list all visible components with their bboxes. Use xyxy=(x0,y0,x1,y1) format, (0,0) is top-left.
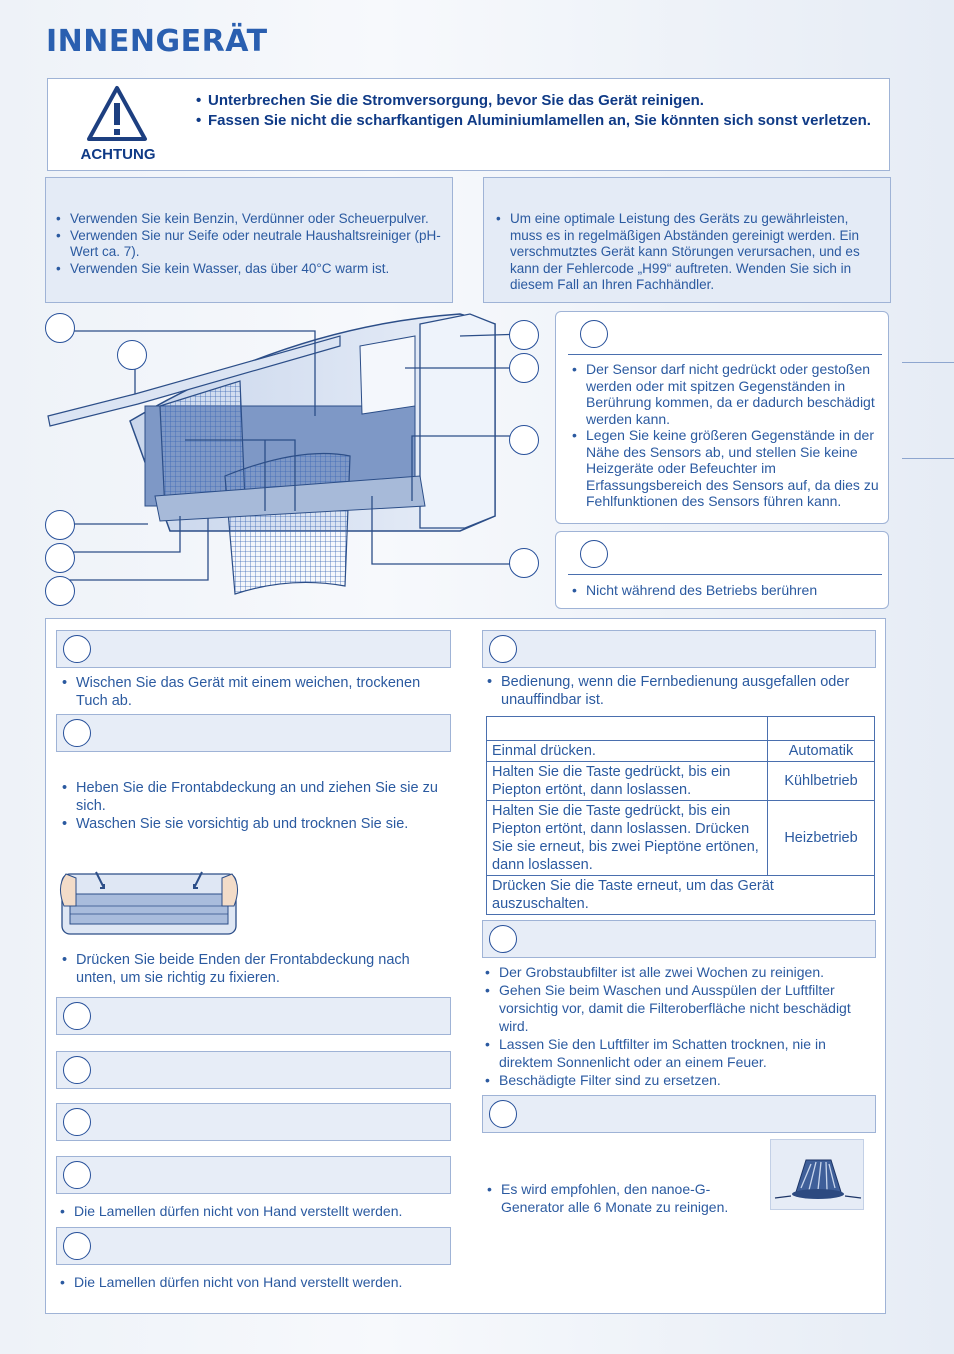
edge-divider xyxy=(902,458,954,459)
section-header xyxy=(56,1156,451,1194)
section-list xyxy=(62,674,442,710)
callout-circle xyxy=(509,425,539,455)
divider xyxy=(568,354,882,355)
section-number-circle xyxy=(63,635,91,663)
warning-item: • Fassen Sie nicht die scharfkantigen Aluminiumlamellen an, Sie könnten sich sonst verletzen. xyxy=(196,111,876,131)
nanoe-generator-illustration xyxy=(770,1139,864,1210)
section-header xyxy=(482,920,876,958)
sensor-box xyxy=(555,311,889,524)
section-number-circle xyxy=(63,719,91,747)
maintenance-info-list xyxy=(496,211,881,294)
section-header xyxy=(56,1103,451,1141)
table-cell: Kühlbetrieb xyxy=(768,762,875,801)
section-list xyxy=(485,963,870,1089)
table-header-row xyxy=(487,717,875,741)
table-cell: Heizbetrieb xyxy=(768,801,875,876)
page-title: INNENGERÄT xyxy=(46,24,268,59)
list-item: • Die Lamellen dürfen nicht von Hand verstellt werden. xyxy=(60,1273,445,1291)
list-item: • Drücken Sie beide Enden der Frontabdeckung nach unten, um sie richtig zu fixieren. xyxy=(62,951,442,987)
sensor-number-circle xyxy=(580,320,608,348)
section-header xyxy=(56,714,451,752)
section-header xyxy=(56,1051,451,1089)
warning-box xyxy=(47,78,890,171)
section-list xyxy=(487,1180,752,1216)
section-number-circle xyxy=(63,1002,91,1030)
list-item: • Der Sensor darf nicht gedrückt oder gestoßen werden oder mit spitzen Gegenständen in Berührung kommen, da er dadurch beschädigt werden kann. xyxy=(572,361,884,427)
table-cell: Halten Sie die Taste gedrückt, bis ein Piepton ertönt, dann loslassen. Drücken Sie sie erneut, bis zwei Pieptöne ertönen, dann loslassen. xyxy=(487,801,768,876)
section-list xyxy=(60,1202,445,1220)
list-item: • Lassen Sie den Luftfilter im Schatten trocknen, nie in direktem Sonnenlicht oder an einem Feuer. xyxy=(485,1035,870,1071)
touch-warning-box xyxy=(555,531,889,609)
auto-button-table xyxy=(486,716,875,915)
section-header xyxy=(56,997,451,1035)
callout-circle xyxy=(509,320,539,350)
table-cell: Automatik xyxy=(768,741,875,762)
list-item: • Beschädigte Filter sind zu ersetzen. xyxy=(485,1071,870,1089)
callout-circle xyxy=(45,543,75,573)
section-number-circle xyxy=(489,925,517,953)
section-number-circle xyxy=(63,1161,91,1189)
list-item: • Der Grobstaubfilter ist alle zwei Wochen zu reinigen. xyxy=(485,963,870,981)
list-item: • Verwenden Sie kein Wasser, das über 40°C warm ist. xyxy=(56,261,446,278)
table-row xyxy=(487,762,875,801)
section-list xyxy=(62,779,442,833)
section-number-circle xyxy=(63,1232,91,1260)
list-item: • Legen Sie keine größeren Gegenstände in der Nähe des Sensors ab, und stellen Sie keine Heizgeräte oder Befeuchter im Erfassungsbereich des Sensors auf, da dies zu Fehlfunktionen des Sensors führen kann. xyxy=(572,427,884,510)
section-list xyxy=(62,951,442,987)
edge-divider xyxy=(902,362,954,363)
callout-circle xyxy=(117,340,147,370)
list-item: • Es wird empfohlen, den nanoe-G-Generator alle 6 Monate zu reinigen. xyxy=(487,1180,752,1216)
section-number-circle xyxy=(489,1100,517,1128)
callout-circle xyxy=(509,548,539,578)
list-item: • Bedienung, wenn die Fernbedienung ausgefallen oder unauffindbar ist. xyxy=(487,673,872,709)
section-header xyxy=(482,1095,876,1133)
section-header xyxy=(482,630,876,668)
list-item: • Heben Sie die Frontabdeckung an und ziehen Sie sie zu sich. xyxy=(62,779,442,815)
section-header xyxy=(56,1227,451,1265)
callout-circle xyxy=(45,510,75,540)
cleaning-agents-box xyxy=(45,177,453,303)
list-item: • Wischen Sie das Gerät mit einem weichen, trockenen Tuch ab. xyxy=(62,674,442,710)
list-item: • Waschen Sie sie vorsichtig ab und trocknen Sie sie. xyxy=(62,815,442,833)
section-number-circle xyxy=(63,1108,91,1136)
warning-triangle-icon xyxy=(86,85,148,143)
list-item: • Um eine optimale Leistung des Geräts zu gewährleisten, muss es in regelmäßigen Abständen gereinigt werden. Ein verschmutztes Gerät kann Störungen verursachen, und es kann der Fehlercode „H99“ auftreten. Wenden Sie sich in diesem Fall an Ihren Fachhändler. xyxy=(496,211,881,294)
section-number-circle xyxy=(63,1056,91,1084)
callout-circle xyxy=(45,576,75,606)
list-item: • Die Lamellen dürfen nicht von Hand verstellt werden. xyxy=(60,1202,445,1220)
section-header xyxy=(56,630,451,668)
list-item: • Verwenden Sie nur Seife oder neutrale Haushaltsreiniger (pH-Wert ca. 7). xyxy=(56,228,446,261)
section-list xyxy=(487,673,872,709)
sensor-list xyxy=(572,361,884,510)
cleaning-agents-list xyxy=(56,211,446,277)
warning-item: • Unterbrechen Sie die Stromversorgung, bevor Sie das Gerät reinigen. xyxy=(196,91,876,111)
touch-number-circle xyxy=(580,540,608,568)
divider xyxy=(568,574,882,575)
table-row xyxy=(487,741,875,762)
maintenance-info-box xyxy=(483,177,891,303)
table-row xyxy=(487,876,875,915)
table-cell: Halten Sie die Taste gedrückt, bis ein Piepton ertönt, dann loslassen. xyxy=(487,762,768,801)
section-list xyxy=(60,1273,445,1291)
touch-list xyxy=(572,582,884,599)
list-item: • Verwenden Sie kein Benzin, Verdünner oder Scheuerpulver. xyxy=(56,211,446,228)
table-cell: Einmal drücken. xyxy=(487,741,768,762)
warning-label: ACHTUNG xyxy=(80,146,156,163)
callout-circle xyxy=(509,353,539,383)
section-number-circle xyxy=(489,635,517,663)
warning-list xyxy=(196,91,876,131)
list-item: • Nicht während des Betriebs berühren xyxy=(572,582,884,599)
table-row xyxy=(487,801,875,876)
list-item: • Gehen Sie beim Waschen und Ausspülen der Luftfilter vorsichtig vor, damit die Filteroberfläche nicht beschädigt wird. xyxy=(485,981,870,1035)
front-panel-illustration xyxy=(56,866,242,940)
table-cell: Drücken Sie die Taste erneut, um das Gerät auszuschalten. xyxy=(487,876,875,915)
callout-circle xyxy=(45,313,75,343)
